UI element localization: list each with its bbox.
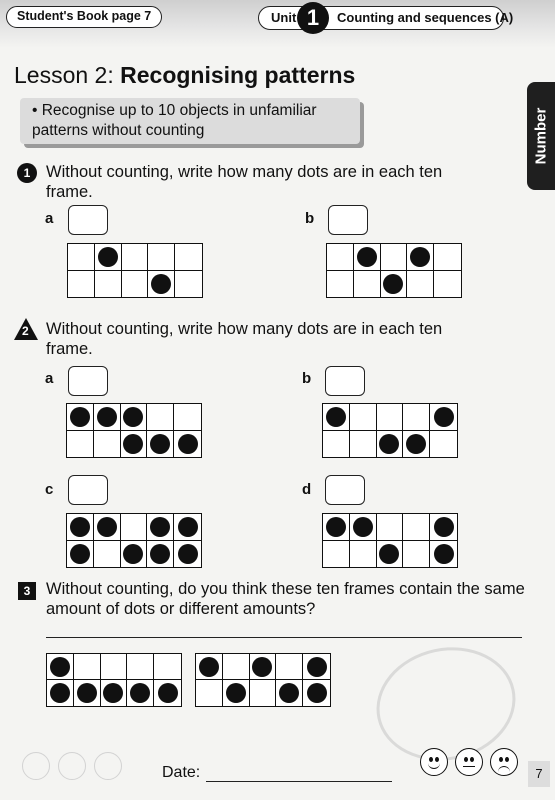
counter-dot bbox=[178, 517, 198, 537]
q2b-ten-frame bbox=[322, 403, 458, 458]
ten-frame-cell bbox=[350, 541, 377, 568]
counter-dot bbox=[326, 407, 346, 427]
happy-face-icon[interactable] bbox=[420, 748, 448, 776]
ten-frame-cell bbox=[147, 431, 174, 458]
ten-frame-cell bbox=[434, 244, 461, 271]
lesson-prefix: Lesson 2: bbox=[14, 62, 121, 88]
q2-label-d: d bbox=[302, 481, 312, 498]
q2-label-a: a bbox=[45, 370, 54, 387]
counter-dot bbox=[130, 683, 150, 703]
ten-frame-cell bbox=[350, 514, 377, 541]
question-2-number: 2 bbox=[22, 324, 29, 338]
q2d-answer-box[interactable] bbox=[325, 475, 365, 505]
q2c-ten-frame bbox=[66, 513, 202, 568]
q2a-answer-box[interactable] bbox=[68, 366, 108, 396]
ten-frame-cell bbox=[323, 404, 350, 431]
ten-frame-cell bbox=[407, 271, 434, 298]
ten-frame-cell bbox=[147, 404, 174, 431]
counter-dot bbox=[307, 683, 327, 703]
counter-dot bbox=[98, 247, 118, 267]
ten-frame-cell bbox=[148, 244, 175, 271]
ten-frame-cell bbox=[303, 654, 330, 680]
q1a-ten-frame bbox=[67, 243, 203, 298]
ten-frame-cell bbox=[354, 244, 381, 271]
counter-dot bbox=[158, 683, 178, 703]
section-tab bbox=[527, 82, 555, 190]
counter-dot bbox=[97, 407, 117, 427]
counter-dot bbox=[123, 544, 143, 564]
ten-frame-cell bbox=[121, 431, 148, 458]
ten-frame-cell bbox=[377, 514, 404, 541]
counter-dot bbox=[97, 517, 117, 537]
q3-ten-frame-left bbox=[46, 653, 182, 707]
counter-dot bbox=[434, 407, 454, 427]
page-header bbox=[0, 0, 555, 48]
ten-frame-cell bbox=[350, 404, 377, 431]
q1-label-a: a bbox=[45, 210, 54, 227]
counter-dot bbox=[70, 407, 90, 427]
ten-frame-cell bbox=[196, 654, 223, 680]
lesson-name: Recognising patterns bbox=[120, 62, 356, 88]
q2c-answer-box[interactable] bbox=[68, 475, 108, 505]
counter-dot bbox=[103, 683, 123, 703]
faded-happy-face-icon bbox=[22, 752, 50, 780]
ten-frame-cell bbox=[430, 431, 457, 458]
counter-dot bbox=[379, 434, 399, 454]
ten-frame-cell bbox=[121, 514, 148, 541]
ten-frame-cell bbox=[403, 541, 430, 568]
ten-frame-cell bbox=[327, 271, 354, 298]
ten-frame-cell bbox=[403, 514, 430, 541]
q2a-ten-frame bbox=[66, 403, 202, 458]
q1a-answer-box[interactable] bbox=[68, 205, 108, 235]
counter-dot bbox=[434, 517, 454, 537]
q3-answer-line[interactable] bbox=[46, 637, 522, 638]
counter-dot bbox=[150, 517, 170, 537]
ten-frame-cell bbox=[250, 680, 277, 706]
ten-frame-cell bbox=[67, 404, 94, 431]
counter-dot bbox=[50, 657, 70, 677]
ten-frame-cell bbox=[323, 431, 350, 458]
ten-frame-cell bbox=[47, 680, 74, 706]
ten-frame-cell bbox=[147, 514, 174, 541]
ten-frame-cell bbox=[350, 431, 377, 458]
ten-frame-cell bbox=[354, 271, 381, 298]
counter-dot bbox=[379, 544, 399, 564]
counter-dot bbox=[353, 517, 373, 537]
ten-frame-cell bbox=[174, 541, 201, 568]
ten-frame-cell bbox=[377, 431, 404, 458]
ten-frame-cell bbox=[74, 654, 101, 680]
q1b-answer-box[interactable] bbox=[328, 205, 368, 235]
learning-objective: • Recognise up to 10 objects in unfamiliar patterns without counting bbox=[20, 98, 360, 144]
faded-sad-face-icon bbox=[94, 752, 122, 780]
counter-dot bbox=[70, 544, 90, 564]
counter-dot bbox=[151, 274, 171, 294]
counter-dot bbox=[123, 434, 143, 454]
ten-frame-cell bbox=[121, 404, 148, 431]
ten-frame-cell bbox=[430, 404, 457, 431]
unit-label: Unit bbox=[271, 10, 297, 25]
counter-dot bbox=[410, 247, 430, 267]
ten-frame-cell bbox=[276, 654, 303, 680]
question-3-marker: 3 bbox=[18, 582, 36, 600]
ten-frame-cell bbox=[327, 244, 354, 271]
ten-frame-cell bbox=[377, 404, 404, 431]
unit-title: Counting and sequences (A) bbox=[337, 10, 514, 25]
question-2-marker bbox=[14, 318, 38, 340]
ten-frame-cell bbox=[47, 654, 74, 680]
ten-frame-cell bbox=[95, 244, 122, 271]
counter-dot bbox=[123, 407, 143, 427]
question-1-marker: 1 bbox=[17, 163, 37, 183]
ten-frame-cell bbox=[74, 680, 101, 706]
q1b-ten-frame bbox=[326, 243, 462, 298]
ten-frame-cell bbox=[147, 541, 174, 568]
q2-label-b: b bbox=[302, 370, 312, 387]
ten-frame-cell bbox=[196, 680, 223, 706]
ten-frame-cell bbox=[154, 654, 181, 680]
counter-dot bbox=[252, 657, 272, 677]
ten-frame-cell bbox=[94, 541, 121, 568]
unit-number: 1 bbox=[297, 2, 329, 34]
sad-face-icon[interactable] bbox=[490, 748, 518, 776]
q2-label-c: c bbox=[45, 481, 54, 498]
ten-frame-cell bbox=[250, 654, 277, 680]
ten-frame-cell bbox=[174, 514, 201, 541]
counter-dot bbox=[150, 544, 170, 564]
counter-dot bbox=[50, 683, 70, 703]
ten-frame-cell bbox=[323, 514, 350, 541]
ten-frame-cell bbox=[148, 271, 175, 298]
date-label: Date: bbox=[162, 764, 201, 781]
book-page-reference: Student's Book page 7 bbox=[6, 6, 162, 28]
unit-banner bbox=[258, 5, 514, 30]
ten-frame-cell bbox=[68, 244, 95, 271]
q2b-answer-box[interactable] bbox=[325, 366, 365, 396]
ten-frame-cell bbox=[377, 541, 404, 568]
ten-frame-cell bbox=[430, 541, 457, 568]
ten-frame-cell bbox=[101, 654, 128, 680]
ten-frame-cell bbox=[68, 271, 95, 298]
counter-dot bbox=[434, 544, 454, 564]
counter-dot bbox=[383, 274, 403, 294]
counter-dot bbox=[178, 434, 198, 454]
q1-label-b: b bbox=[305, 210, 315, 227]
q3-ten-frame-right bbox=[195, 653, 331, 707]
ten-frame-cell bbox=[154, 680, 181, 706]
ten-frame-cell bbox=[122, 244, 149, 271]
ten-frame-cell bbox=[174, 404, 201, 431]
ten-frame-cell bbox=[94, 514, 121, 541]
ten-frame-cell bbox=[127, 654, 154, 680]
ten-frame-cell bbox=[94, 431, 121, 458]
counter-dot bbox=[150, 434, 170, 454]
counter-dot bbox=[199, 657, 219, 677]
ten-frame-cell bbox=[174, 431, 201, 458]
counter-dot bbox=[178, 544, 198, 564]
ten-frame-cell bbox=[381, 244, 408, 271]
ten-frame-cell bbox=[303, 680, 330, 706]
ten-frame-cell bbox=[434, 271, 461, 298]
neutral-face-icon[interactable] bbox=[455, 748, 483, 776]
ten-frame-cell bbox=[127, 680, 154, 706]
ten-frame-cell bbox=[67, 541, 94, 568]
ten-frame-cell bbox=[67, 514, 94, 541]
counter-dot bbox=[406, 434, 426, 454]
section-tab-label: Number bbox=[532, 107, 550, 165]
ten-frame-cell bbox=[175, 244, 202, 271]
ten-frame-cell bbox=[122, 271, 149, 298]
ten-frame-cell bbox=[101, 680, 128, 706]
counter-dot bbox=[70, 517, 90, 537]
question-1-text: Without counting, write how many dots are in each ten frame. bbox=[46, 163, 443, 201]
counter-dot bbox=[307, 657, 327, 677]
counter-dot bbox=[226, 683, 246, 703]
q2d-ten-frame bbox=[322, 513, 458, 568]
ten-frame-cell bbox=[94, 404, 121, 431]
ten-frame-cell bbox=[381, 271, 408, 298]
counter-dot bbox=[279, 683, 299, 703]
question-2-text: Without counting, write how many dots are in each ten frame. bbox=[46, 320, 443, 358]
ten-frame-cell bbox=[276, 680, 303, 706]
ten-frame-cell bbox=[121, 541, 148, 568]
ten-frame-cell bbox=[95, 271, 122, 298]
counter-dot bbox=[357, 247, 377, 267]
ten-frame-cell bbox=[323, 541, 350, 568]
ten-frame-cell bbox=[223, 680, 250, 706]
date-field[interactable] bbox=[206, 781, 392, 782]
ten-frame-cell bbox=[175, 271, 202, 298]
counter-dot bbox=[77, 683, 97, 703]
ten-frame-cell bbox=[67, 431, 94, 458]
page-number: 7 bbox=[528, 761, 550, 787]
lesson-title bbox=[14, 62, 355, 89]
faded-neutral-face-icon bbox=[58, 752, 86, 780]
ten-frame-cell bbox=[407, 244, 434, 271]
ten-frame-cell bbox=[430, 514, 457, 541]
ten-frame-cell bbox=[403, 431, 430, 458]
question-3-text: Without counting, do you think these ten frames contain the same amount of dots or different amounts? bbox=[46, 580, 525, 618]
counter-dot bbox=[326, 517, 346, 537]
ten-frame-cell bbox=[223, 654, 250, 680]
ten-frame-cell bbox=[403, 404, 430, 431]
